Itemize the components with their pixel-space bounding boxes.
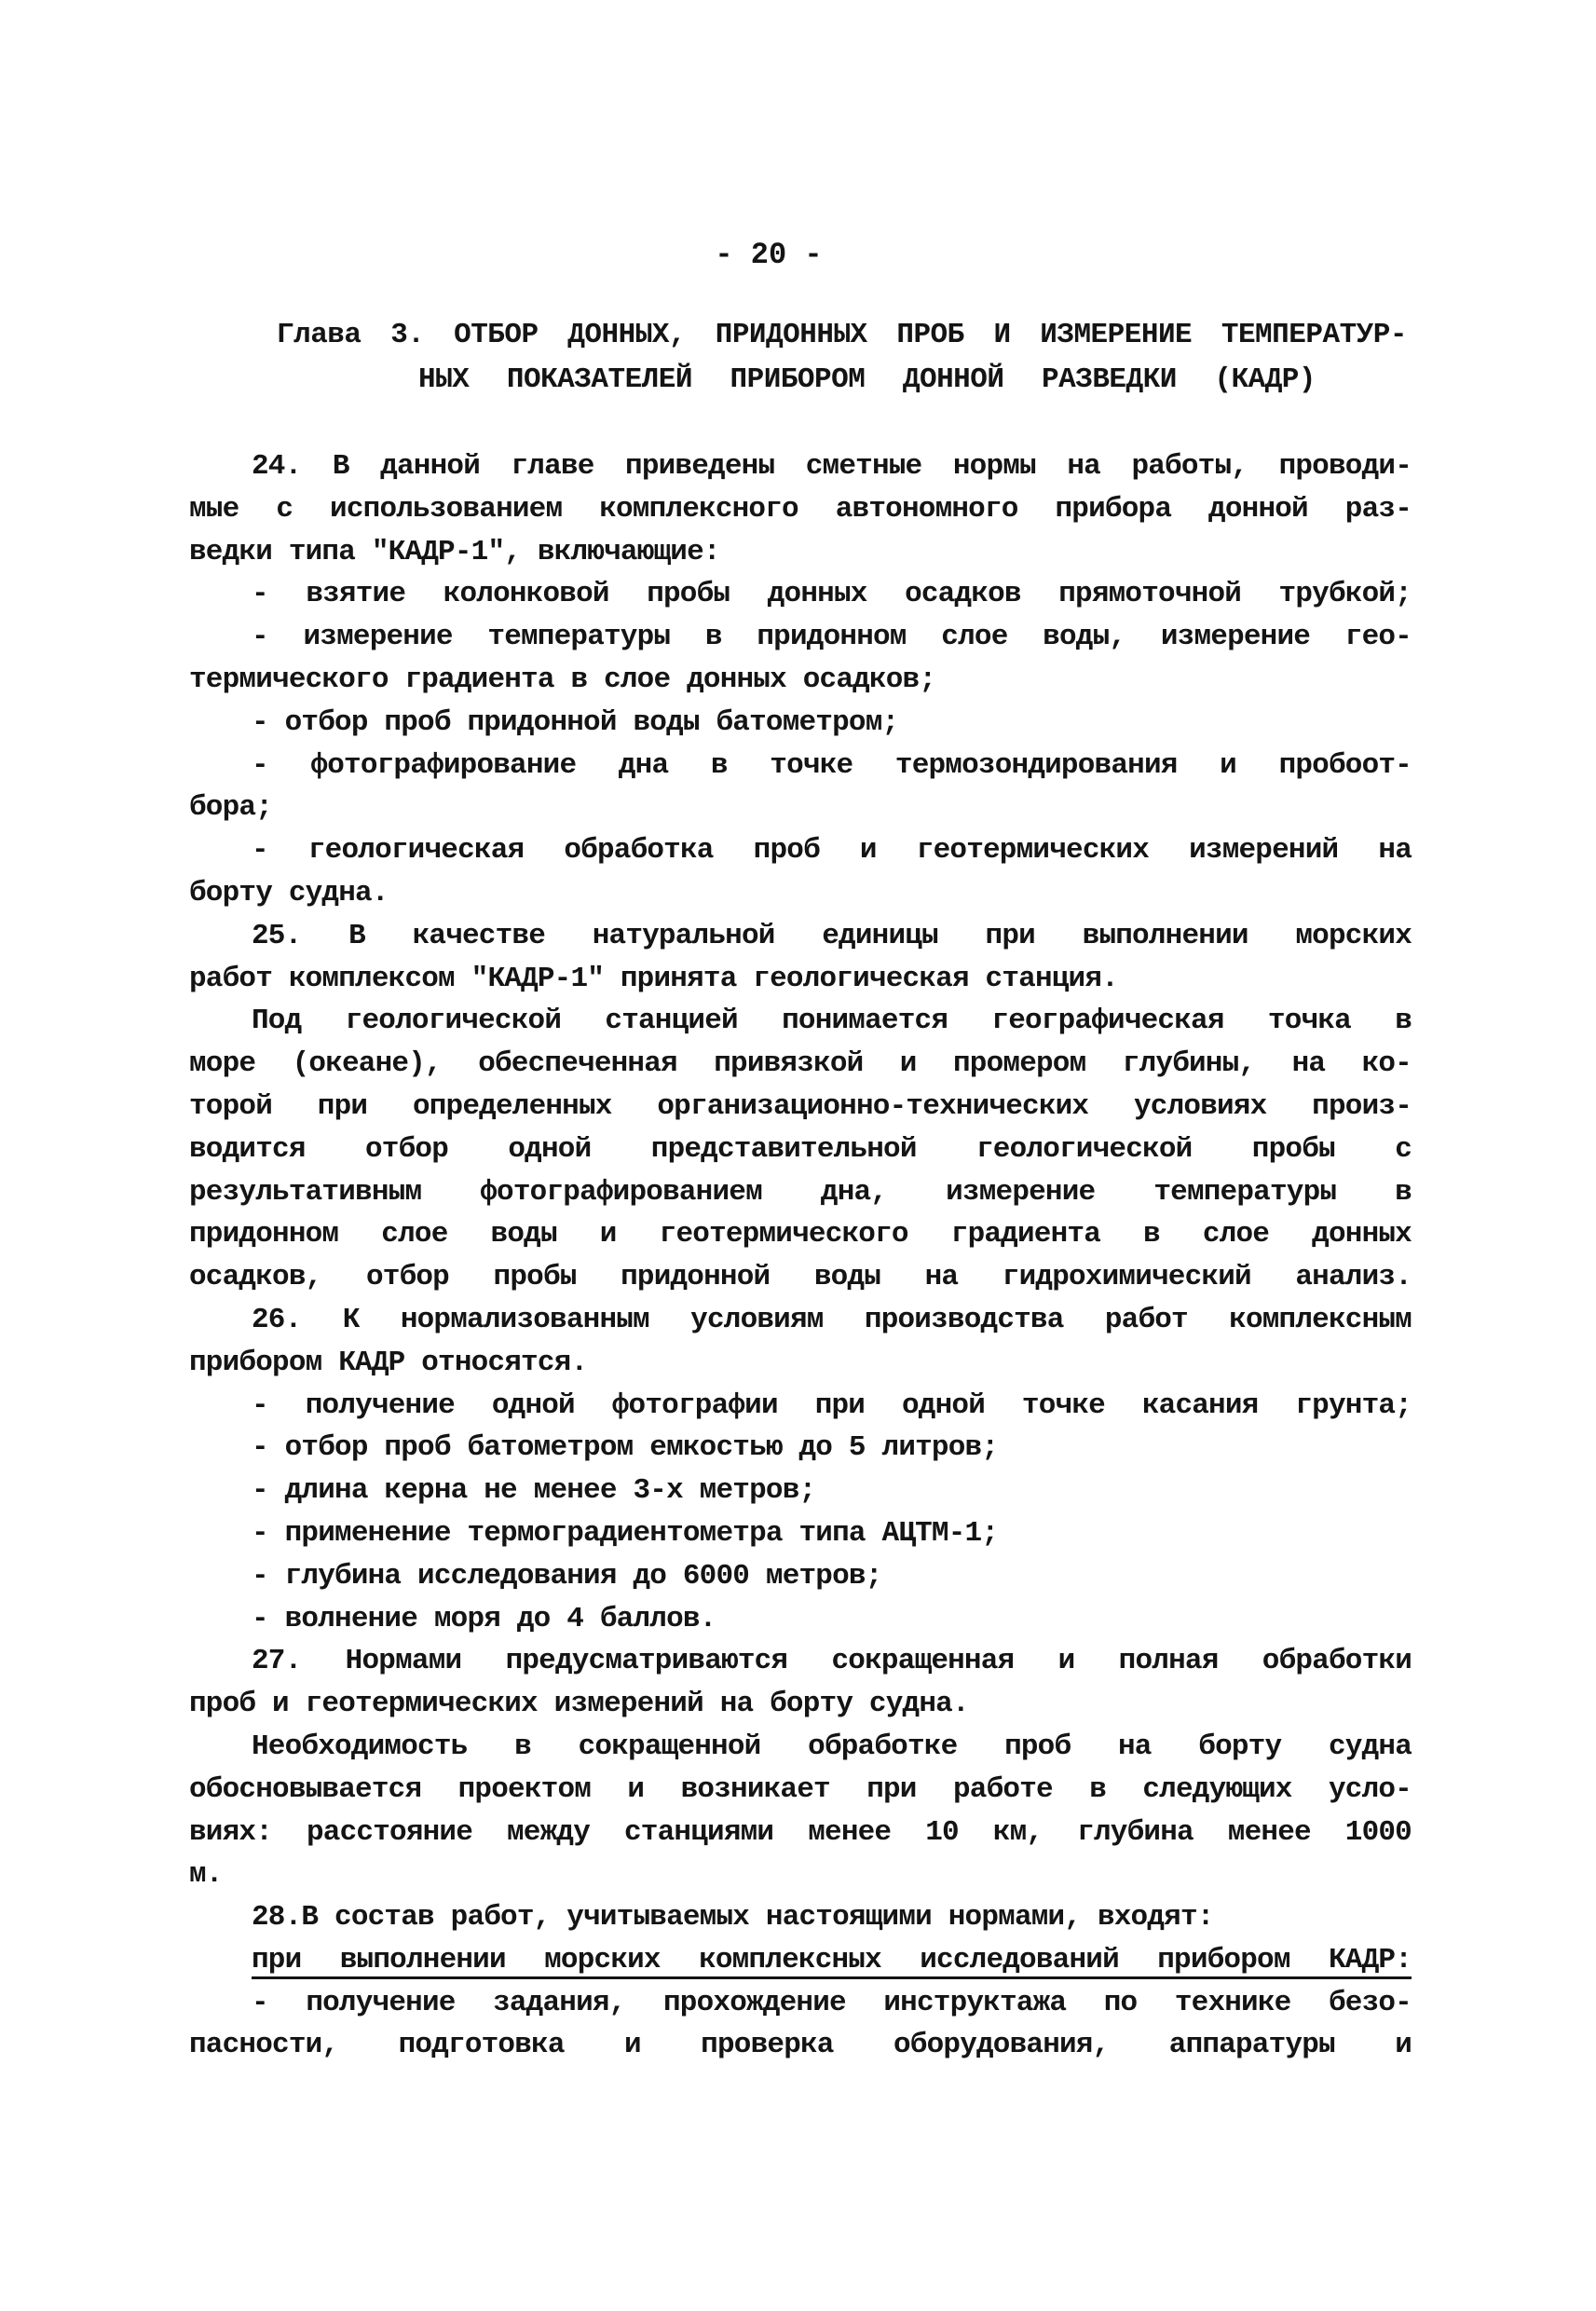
text-line: - волнение моря до 4 баллов. xyxy=(252,1602,716,1635)
text-line: 28.В состав работ, учитываемых настоящими нормами, входят: xyxy=(252,1901,1214,1935)
text-line: водится отбор одной представительной геологической пробы с xyxy=(189,1132,1412,1166)
text-line: 26. К нормализованным условиям производства работ комплексным xyxy=(252,1303,1412,1336)
text-line: прибором КАДР относятся. xyxy=(189,1346,588,1379)
text-line: мые с использованием комплексного автономного прибора донной раз- xyxy=(189,492,1412,526)
text-line: пасности, подготовка и проверка оборудования, аппаратуры и xyxy=(189,2029,1412,2062)
text-line: осадков, отбор пробы придонной воды на гидрохимический анализ. xyxy=(189,1261,1412,1294)
text-line: борту судна. xyxy=(189,876,389,909)
text-line: - глубина исследования до 6000 метров; xyxy=(252,1559,882,1593)
chapter-title-line-2: НЫХ ПОКАЗАТЕЛЕЙ ПРИБОРОМ ДОННОЙ РАЗВЕДКИ (КАДР) xyxy=(418,363,1316,396)
text-line: 25. В качестве натуральной единицы при выполнении морских xyxy=(252,919,1412,952)
text-line: ведки типа "КАДР-1", включающие: xyxy=(189,535,720,568)
text-line: придонном слое воды и геотермического градиента в слое донных xyxy=(189,1218,1412,1251)
text-line: - геологическая обработка проб и геотермических измерений на xyxy=(252,834,1412,868)
text-line: - отбор проб придонной воды батометром; xyxy=(252,705,899,739)
text-line: Необходимость в сокращенной обработке проб на борту судна xyxy=(252,1730,1412,1763)
text-line: работ комплексом "КАДР-1" принята геологическая станция. xyxy=(189,962,1118,995)
text-line: результативным фотографированием дна, измерение температуры в xyxy=(189,1175,1412,1209)
text-line: торой при определенных организационно-технических условиях произ- xyxy=(189,1089,1412,1123)
text-line: - отбор проб батометром емкостью до 5 литров; xyxy=(252,1431,999,1465)
text-line: бора; xyxy=(189,791,273,825)
text-line: обосновывается проектом и возникает при работе в следующих усло- xyxy=(189,1772,1412,1806)
page-number: - 20 - xyxy=(715,238,823,272)
text-line: м. xyxy=(189,1858,223,1892)
text-line: море (океане), обеспеченная привязкой и промером глубины, на ко- xyxy=(189,1047,1412,1081)
text-line: виях: расстояние между станциями менее 10 км, глубина менее 1000 xyxy=(189,1815,1412,1849)
text-line: - получение одной фотографии при одной точке касания грунта; xyxy=(252,1388,1412,1422)
text-line: проб и геотермических измерений на борту судна. xyxy=(189,1688,969,1721)
text-line: - измерение температуры в придонном слое воды, измерение гео- xyxy=(252,621,1412,654)
text-line: - длина керна не менее 3-х метров; xyxy=(252,1474,816,1508)
underlined-text: при выполнении морских комплексных исследований прибором КАДР: xyxy=(252,1944,1412,1979)
underlined-heading-line xyxy=(189,1939,1412,1982)
chapter-title-line-1: Глава 3. ОТБОР ДОННЫХ, ПРИДОННЫХ ПРОБ И ИЗМЕРЕНИЕ ТЕМПЕРАТУР- xyxy=(277,319,1407,351)
body-text xyxy=(189,445,1412,2067)
text-line: - взятие колонковой пробы донных осадков прямоточной трубкой; xyxy=(252,578,1412,611)
text-line: - применение термоградиентометра типа АЦТМ-1; xyxy=(252,1516,999,1550)
text-line: 27. Нормами предусматриваются сокращенная и полная обработки xyxy=(252,1645,1412,1678)
text-line: - фотографирование дна в точке термозондирования и пробоот- xyxy=(252,748,1412,782)
text-line: Под геологической станцией понимается географическая точка в xyxy=(252,1005,1412,1038)
text-line: 24. В данной главе приведены сметные нормы на работы, проводи- xyxy=(252,450,1412,483)
text-line: термического градиента в слое донных осадков; xyxy=(189,663,936,696)
text-line: - получение задания, прохождение инструктажа по технике безо- xyxy=(252,1986,1412,2019)
